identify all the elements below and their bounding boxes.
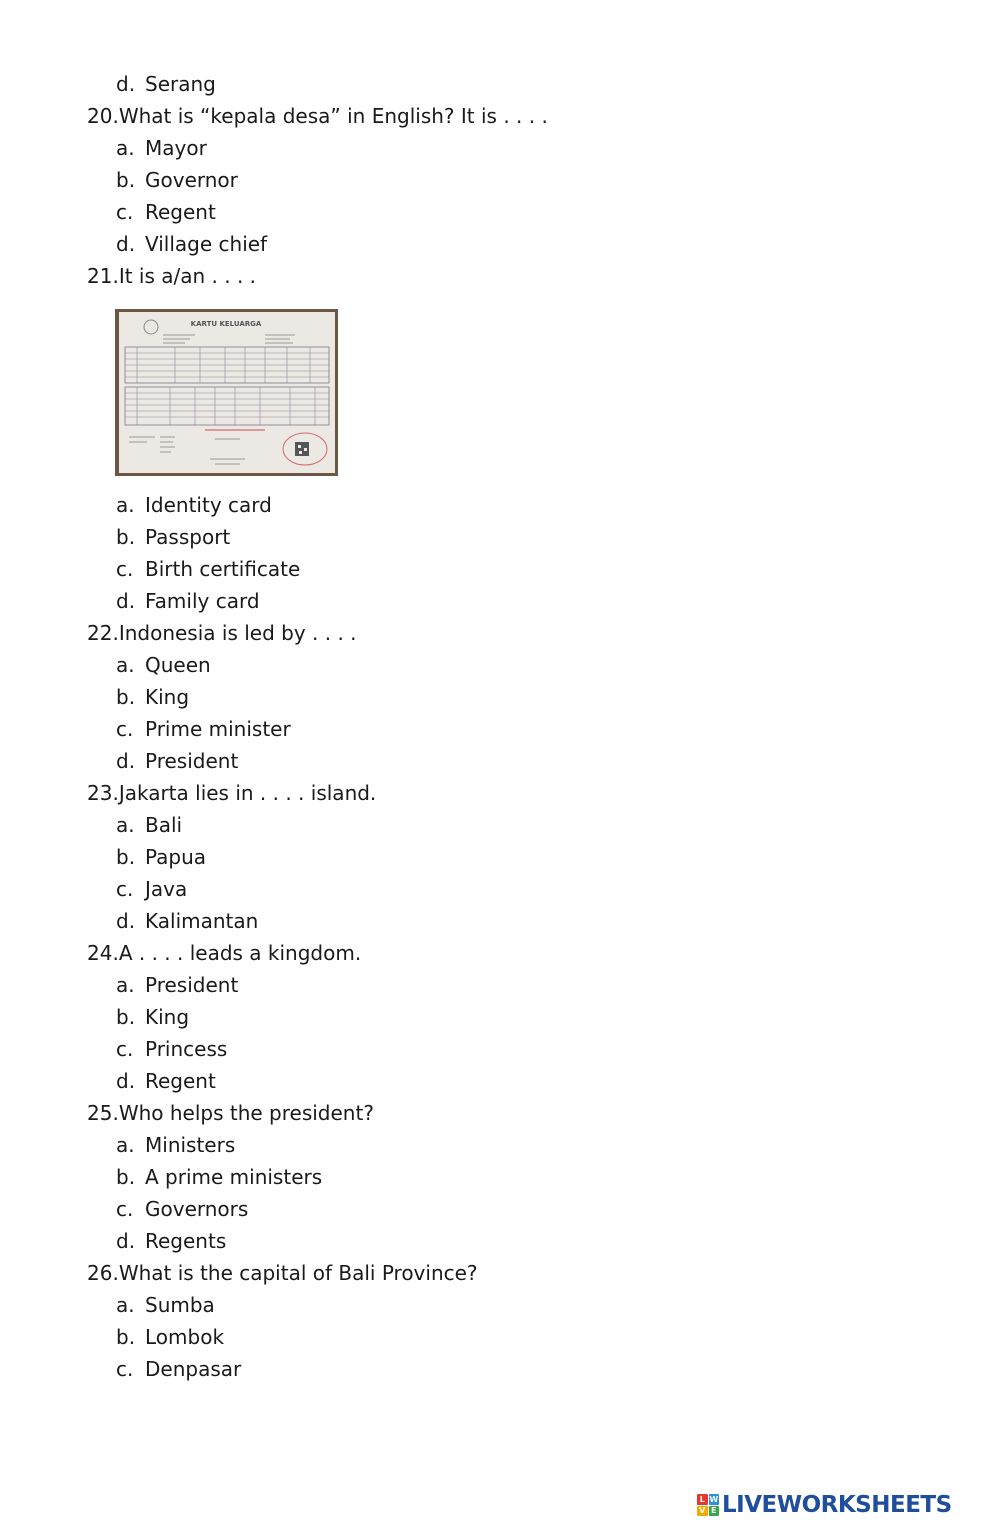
option-text: Ministers (145, 1133, 236, 1157)
option-26-a[interactable] (116, 1292, 215, 1318)
question-24 (87, 940, 361, 966)
option-23-b[interactable] (116, 844, 206, 870)
option-text: Governor (145, 168, 238, 192)
option-d-19[interactable] (116, 71, 216, 97)
card-heading: KARTU KELUARGA (190, 320, 262, 328)
option-text: Bali (145, 813, 183, 837)
question-number: 24. (87, 941, 119, 965)
question-text: Jakarta lies in . . . . island. (118, 781, 377, 805)
option-letter: a. (116, 973, 135, 997)
question-26 (87, 1260, 478, 1286)
option-text: Governors (145, 1197, 249, 1221)
option-letter: d. (116, 1229, 136, 1253)
question-number: 21. (87, 264, 119, 288)
option-letter: b. (116, 1325, 136, 1349)
option-letter: a. (116, 653, 135, 677)
option-letter: a. (116, 493, 135, 517)
option-text: Serang (145, 72, 216, 96)
option-letter: a. (116, 1133, 135, 1157)
question-number: 22. (87, 621, 119, 645)
option-text: Papua (145, 845, 207, 869)
question-text: Who helps the president? (118, 1101, 374, 1125)
question-23 (87, 780, 376, 806)
liveworksheets-logo-icon (697, 1494, 719, 1516)
question-text: What is “kepala desa” in English? It is . . . . (118, 104, 548, 128)
option-letter: a. (116, 813, 135, 837)
option-letter: d. (116, 1069, 136, 1093)
option-20-a[interactable] (116, 135, 207, 161)
question-text: Indonesia is led by . . . . (118, 621, 357, 645)
option-letter: b. (116, 1165, 136, 1189)
option-22-b[interactable] (116, 684, 189, 710)
question-22 (87, 620, 357, 646)
option-letter: a. (116, 136, 135, 160)
logo-mark-cell: E (709, 1506, 720, 1517)
option-letter: d. (116, 749, 136, 773)
option-letter: d. (116, 72, 136, 96)
option-text: Prime minister (145, 717, 291, 741)
option-text: Java (145, 877, 188, 901)
option-24-c[interactable] (116, 1036, 227, 1062)
option-letter: a. (116, 1293, 135, 1317)
option-24-b[interactable] (116, 1004, 189, 1030)
option-text: A prime ministers (145, 1165, 323, 1189)
option-letter: b. (116, 168, 136, 192)
question-25 (87, 1100, 374, 1126)
option-text: King (145, 1005, 190, 1029)
option-26-b[interactable] (116, 1324, 224, 1350)
option-20-d[interactable] (116, 231, 267, 257)
option-22-c[interactable] (116, 716, 291, 742)
option-20-c[interactable] (116, 199, 216, 225)
logo-mark-cell: L (697, 1494, 708, 1505)
option-letter: b. (116, 845, 136, 869)
option-text: Passport (145, 525, 231, 549)
option-letter: c. (116, 1197, 134, 1221)
option-text: Identity card (145, 493, 272, 517)
question-text: A . . . . leads a kingdom. (118, 941, 362, 965)
logo-mark-cell: W (709, 1494, 719, 1504)
option-text: Family card (145, 589, 260, 613)
option-24-d[interactable] (116, 1068, 216, 1094)
option-text: Birth certificate (145, 557, 301, 581)
option-letter: b. (116, 1005, 136, 1029)
option-21-a[interactable] (116, 492, 272, 518)
option-25-b[interactable] (116, 1164, 322, 1190)
option-letter: c. (116, 717, 134, 741)
question-number: 23. (87, 781, 119, 805)
option-letter: c. (116, 1357, 134, 1381)
option-20-b[interactable] (116, 167, 238, 193)
option-letter: b. (116, 685, 136, 709)
option-text: Denpasar (145, 1357, 242, 1381)
option-text: Sumba (145, 1293, 215, 1317)
question-text: It is a/an . . . . (118, 264, 257, 288)
option-text: Queen (145, 653, 211, 677)
option-text: Lombok (145, 1325, 225, 1349)
option-text: Mayor (145, 136, 207, 160)
family-card-image (115, 309, 338, 476)
option-22-d[interactable] (116, 748, 238, 774)
option-text: Regents (145, 1229, 227, 1253)
option-text: President (145, 973, 239, 997)
option-25-c[interactable] (116, 1196, 248, 1222)
option-21-b[interactable] (116, 524, 230, 550)
option-21-d[interactable] (116, 588, 260, 614)
question-number: 20. (87, 104, 119, 128)
option-letter: d. (116, 232, 136, 256)
option-23-d[interactable] (116, 908, 258, 934)
question-number: 26. (87, 1261, 119, 1285)
option-text: Kalimantan (145, 909, 259, 933)
option-23-a[interactable] (116, 812, 182, 838)
family-card-photo (115, 309, 338, 476)
option-25-d[interactable] (116, 1228, 226, 1254)
option-text: Princess (145, 1037, 228, 1061)
option-23-c[interactable] (116, 876, 187, 902)
option-letter: c. (116, 877, 134, 901)
option-text: Regent (145, 1069, 216, 1093)
option-24-a[interactable] (116, 972, 238, 998)
option-letter: c. (116, 557, 134, 581)
option-26-c[interactable] (116, 1356, 241, 1382)
option-letter: d. (116, 589, 136, 613)
option-text: King (145, 685, 190, 709)
question-number: 25. (87, 1101, 119, 1125)
option-letter: c. (116, 200, 134, 224)
liveworksheets-logo[interactable] (697, 1489, 952, 1521)
question-text: What is the capital of Bali Province? (118, 1261, 478, 1285)
logo-mark-cell: V (697, 1506, 708, 1517)
question-21 (87, 263, 256, 289)
option-25-a[interactable] (116, 1132, 235, 1158)
option-letter: b. (116, 525, 136, 549)
option-21-c[interactable] (116, 556, 300, 582)
logo-text: LIVEWORKSHEETS (722, 1492, 952, 1518)
option-text: President (145, 749, 239, 773)
option-22-a[interactable] (116, 652, 211, 678)
question-20 (87, 103, 548, 129)
option-text: Regent (145, 200, 216, 224)
option-text: Village chief (145, 232, 268, 256)
option-letter: c. (116, 1037, 134, 1061)
option-letter: d. (116, 909, 136, 933)
